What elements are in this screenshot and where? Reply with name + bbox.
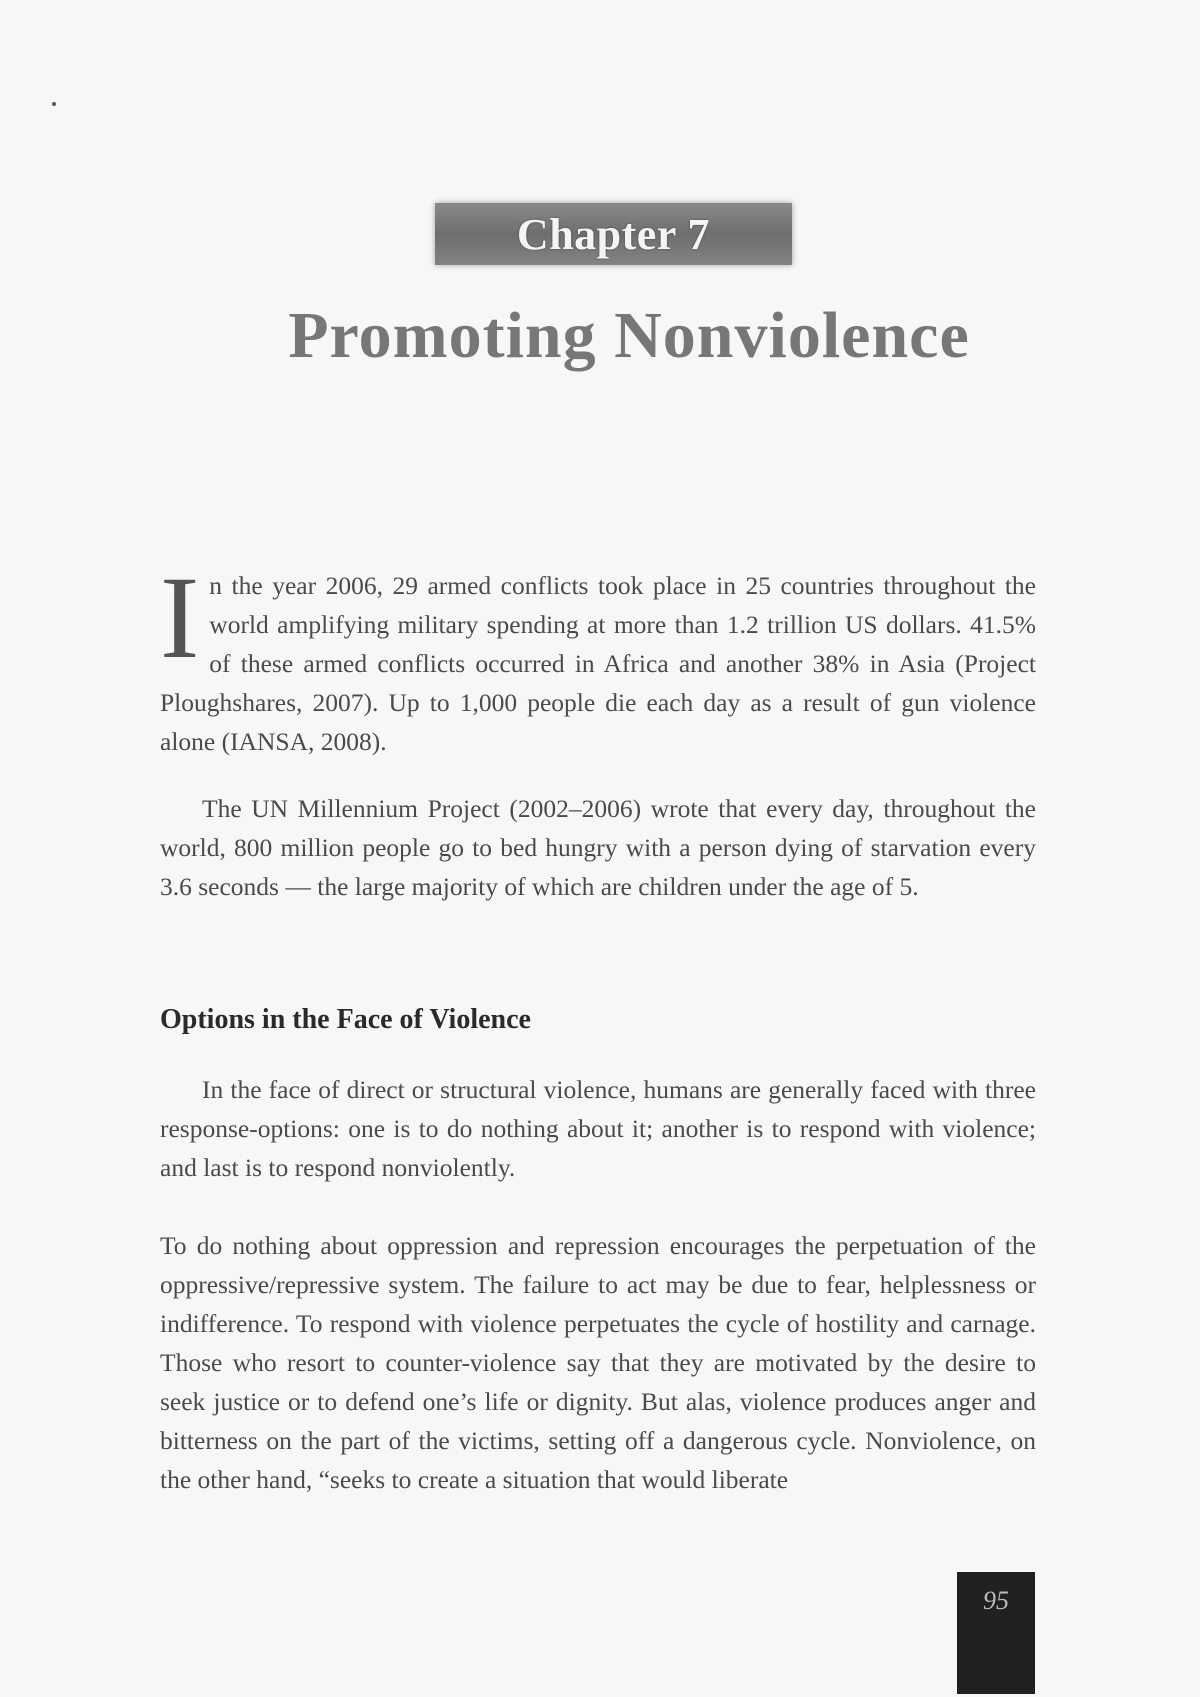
paragraph-options: In the face of direct or structural violence, humans are generally faced with three response-options: one is to do nothing about it; another is to respond with violence; and last is to respond nonviolently. — [160, 1075, 1036, 1182]
page-number-tab — [957, 1572, 1035, 1694]
paragraph-intro — [160, 552, 1036, 761]
chapter-badge — [435, 203, 792, 265]
paragraph-millennium: The UN Millennium Project (2002–2006) wrote that every day, throughout the world, 800 million people go to bed hungry with a person dying of starvation every 3.6 seconds — the large majority of which are children under the age of 5. — [160, 794, 1036, 901]
page-number: 95 — [983, 1586, 1009, 1615]
chapter-title: Promoting Nonviolence — [288, 299, 970, 372]
paragraph-oppression: To do nothing about oppression and repression encourages the perpetuation of the oppressive/repressive system. The failure to act may be due to fear, helplessness or indifference. To respond with violence perpetuates the cycle of hostility and carnage. Those who resort to counter-violence say that they are motivated by the desire to seek justice or to defend one’s life or dignity. But alas, violence produces anger and bitterness on the part of the victims, setting off a dangerous cycle. Nonviolence, on the other hand, “seeks to create a situation that would liberate — [160, 1231, 1036, 1494]
scan-speck — [52, 102, 56, 106]
section-heading: Options in the Face of Violence — [160, 1004, 531, 1035]
paragraph-intro-text: n the year 2006, 29 armed conflicts took place in 25 countries throughout the world amplifying military spending at more than 1.2 trillion US dollars. 41.5% of these armed conflicts occurred in Africa and another 38% in Asia (Project Ploughshares, 2007). Up to 1,000 people die each day as a result of gun violence alone (IANSA, 2008). — [160, 571, 1036, 756]
drop-cap: I — [160, 552, 200, 683]
chapter-label: Chapter 7 — [516, 209, 711, 259]
